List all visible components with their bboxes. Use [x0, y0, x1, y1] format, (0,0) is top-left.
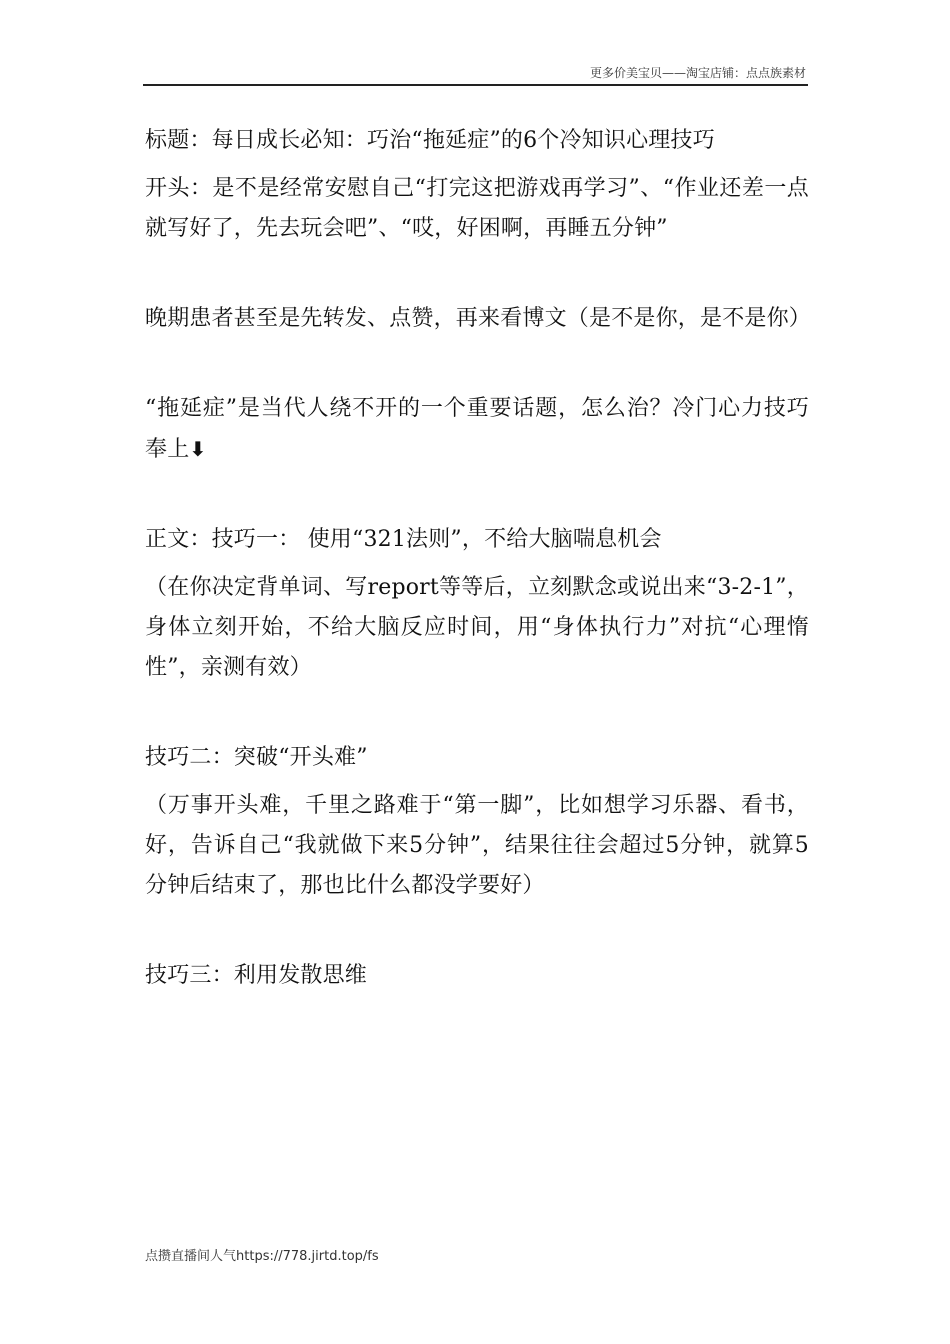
tip1-body: （在你决定背单词、写report等等后，立刻默念或说出来“3-2-1”，身体立刻开始，不给大脑反应时间，用“身体执行力”对抗“心理惰性”，亲测有效） — [145, 575, 809, 680]
spacer — [145, 161, 809, 169]
intro-paragraph — [145, 389, 809, 470]
tip1-heading: 正文：技巧一： 使用“321法则”，不给大脑喘息机会 — [145, 527, 662, 552]
spacer — [145, 560, 809, 568]
blank-line — [145, 249, 809, 299]
document-body — [145, 121, 812, 996]
blank-line — [145, 339, 809, 389]
tip2-body: （万事开头难，千里之路难于“第一脚”，比如想学习乐器、看书，好，告诉自己“我就做下来5分钟”，结果往往会超过5分钟，就算5分钟后结束了，那也比什么都没学要好） — [145, 793, 809, 898]
down-arrow-icon: ⬇ — [189, 437, 207, 461]
page-footer — [145, 1248, 379, 1266]
header-text: 更多价美宝贝——淘宝店铺：点点族素材 — [589, 66, 806, 80]
page-header — [143, 62, 808, 86]
intro-text: “拖延症”是当代人绕不开的一个重要话题，怎么治？冷门心力技巧奉上 — [145, 396, 809, 462]
title-line: 标题：每日成长必知：巧治“拖延症”的6个冷知识心理技巧 — [145, 128, 715, 153]
blank-line — [145, 906, 809, 956]
footer-link[interactable]: https://778.jirtd.top/fs — [236, 1249, 379, 1264]
tip3-heading: 技巧三：利用发散思维 — [145, 963, 368, 988]
spacer — [145, 778, 809, 786]
footer-label: 点攒直播间人气 — [145, 1249, 237, 1264]
blank-line — [145, 470, 809, 520]
opening-paragraph: 开头：是不是经常安慰自己“打完这把游戏再学习”、“作业还差一点就写好了，先去玩会吧”、“哎，好困啊，再睡五分钟” — [145, 176, 809, 241]
late-stage-paragraph: 晚期患者甚至是先转发、点赞，再来看博文（是不是你，是不是你） — [145, 306, 812, 331]
tip2-heading: 技巧二：突破“开头难” — [145, 745, 368, 770]
blank-line — [145, 688, 809, 738]
